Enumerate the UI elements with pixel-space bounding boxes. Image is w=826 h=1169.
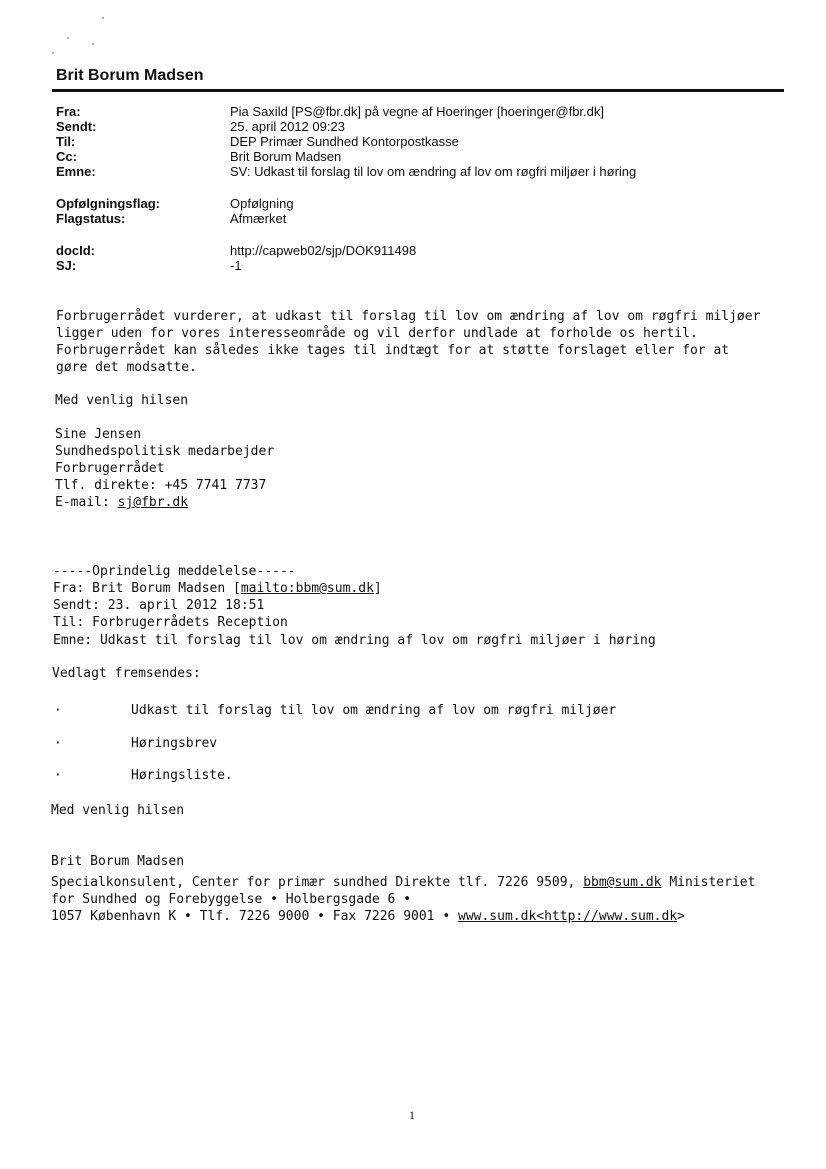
meta-label-cc: Cc: (56, 149, 77, 164)
meta-label-sent: Sendt: (56, 119, 97, 134)
bullet-icon: · (54, 768, 62, 783)
original-sent-line: Sendt: 23. april 2012 18:51 (53, 598, 265, 613)
original-signature-line-2: for Sundhed og Forebyggelse • Holbergsgade 6 • (51, 892, 412, 907)
meta-label-subject: Emne: (56, 164, 96, 179)
signature-org: Forbrugerrådet (55, 461, 165, 476)
signature-phone: Tlf. direkte: +45 7741 7737 (55, 478, 267, 493)
bullet-icon: · (54, 736, 62, 751)
meta-value-to: DEP Primær Sundhed Kontorpostkasse (230, 134, 459, 149)
original-signature-line-3 (51, 908, 685, 925)
meta-value-sj: -1 (230, 258, 242, 273)
attachment-item: Udkast til forslag til lov om ændring af lov om røgfri miljøer (131, 703, 617, 718)
meta-value-docid: http://capweb02/sjp/DOK911498 (230, 243, 417, 258)
header-divider (52, 89, 784, 92)
attachment-item: Høringsliste. (131, 768, 233, 783)
original-message-separator: -----Oprindelig meddelelse----- (53, 564, 296, 579)
original-signature-website-link[interactable]: www.sum.dk<http://www.sum.dk (458, 909, 678, 924)
meta-label-sj: SJ: (56, 258, 77, 273)
scan-speck (52, 52, 54, 54)
scan-speck (67, 37, 69, 39)
reply-greeting: Med venlig hilsen (55, 393, 189, 408)
original-from-line (53, 580, 382, 597)
body-paragraph-line: ligger uden for vores interesseområde og vil derfor undlade at forholde os hertil. (56, 326, 698, 341)
original-signature-line-1 (51, 874, 755, 891)
original-signature-tail: Ministeriet (661, 875, 756, 890)
signature-title: Sundhedspolitisk medarbejder (55, 444, 275, 459)
mailbox-owner-name: Brit Borum Madsen (56, 67, 204, 84)
original-signature-name: Brit Borum Madsen (51, 854, 185, 869)
meta-label-to: Til: (56, 134, 76, 149)
meta-label-docid: docId: (56, 243, 95, 258)
scan-speck (102, 17, 104, 19)
original-from-suffix: ] (373, 581, 382, 596)
signature-name: Sine Jensen (55, 427, 142, 442)
original-from-mailto-link[interactable]: mailto:bbm@sum.dk (240, 581, 374, 596)
signature-email-line (55, 494, 188, 511)
meta-value-cc: Brit Borum Madsen (230, 149, 342, 164)
meta-value-flag-status: Afmærket (230, 211, 287, 226)
scan-speck (92, 43, 94, 45)
meta-value-sent: 25. april 2012 09:23 (230, 119, 345, 134)
meta-value-from: Pia Saxild [PS@fbr.dk] på vegne af Hoeringer [hoeringer@fbr.dk] (230, 104, 604, 119)
body-paragraph-line: Forbrugerrådet kan således ikke tages til indtægt for at støtte forslaget eller for at (56, 343, 730, 358)
original-to-line: Til: Forbrugerrådets Reception (53, 615, 288, 630)
page-number: 1 (409, 1108, 415, 1122)
original-signature-link-tail: > (677, 909, 685, 924)
meta-label-from: Fra: (56, 104, 81, 119)
original-subject-line: Emne: Udkast til forslag til lov om ændring af lov om røgfri miljøer i høring (53, 633, 656, 648)
original-greeting: Med venlig hilsen (51, 803, 185, 818)
original-signature-address: 1057 København K • Tlf. 7226 9000 • Fax 7226 9001 • (51, 909, 458, 924)
original-from-prefix: Fra: Brit Borum Madsen [ (53, 581, 241, 596)
bullet-icon: · (54, 703, 62, 718)
meta-label-followup-flag: Opfølgningsflag: (56, 196, 160, 211)
original-intro: Vedlagt fremsendes: (52, 666, 201, 681)
body-paragraph-line: gøre det modsatte. (56, 360, 197, 375)
original-signature-email-link[interactable]: bbm@sum.dk (583, 875, 662, 890)
signature-email-link[interactable]: sj@fbr.dk (117, 495, 189, 510)
meta-value-followup-flag: Opfølgning (230, 196, 294, 211)
meta-value-subject: SV: Udkast til forslag til lov om ændring af lov om røgfri miljøer i høring (230, 164, 637, 179)
signature-email-prefix: E-mail: (55, 495, 118, 510)
meta-label-flag-status: Flagstatus: (56, 211, 126, 226)
attachment-item: Høringsbrev (131, 736, 218, 751)
body-paragraph-line: Forbrugerrådet vurderer, at udkast til forslag til lov om ændring af lov om røgfri miljøer (56, 309, 761, 324)
original-signature-text: Specialkonsulent, Center for primær sundhed Direkte tlf. 7226 9509, (51, 875, 584, 890)
